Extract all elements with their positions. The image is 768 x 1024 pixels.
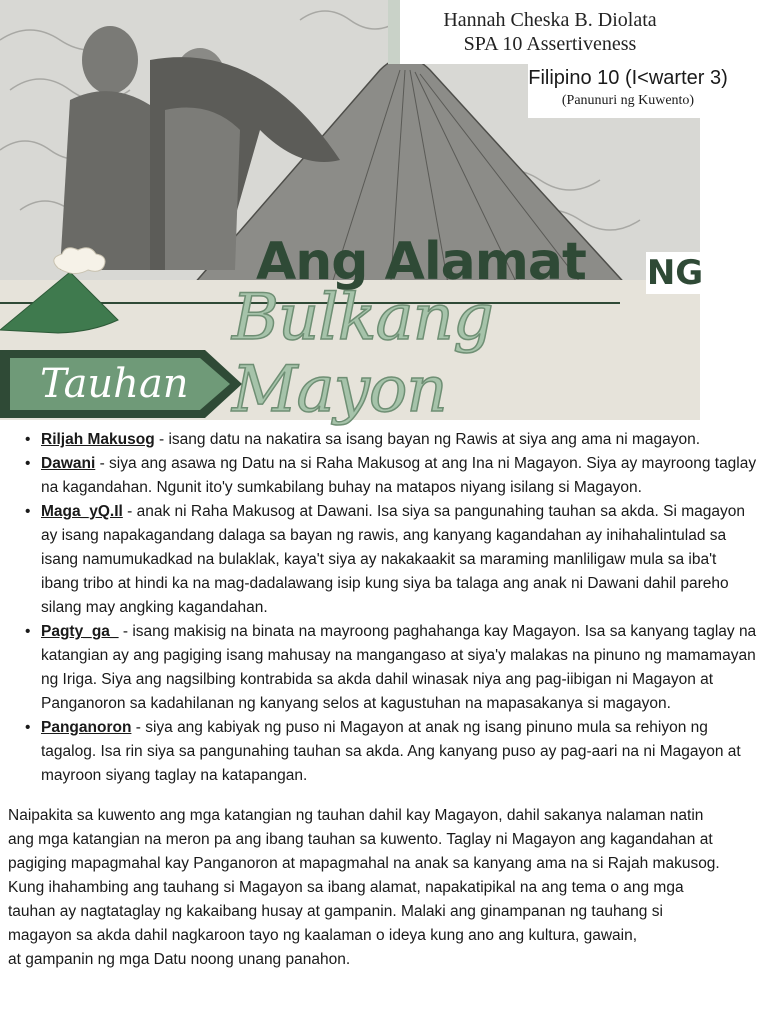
author-name: Hannah Cheska B. Diolata: [443, 9, 657, 31]
list-item: [41, 428, 758, 452]
title-ng: NG: [646, 253, 704, 293]
subject-box: [528, 64, 728, 118]
character-description: - siya ang kabiyak ng puso ni Magayon at anak ng isang pinuno mula sa rehiyon ng tagalog. Isa rin siya sa pangunahing tauhan sa akda. Ang kanyang puso ay pag-aari na ni Magayon at mayroon siyang taglay na katapangan.: [41, 719, 741, 784]
subject-subtitle: (Panunuri ng Kuwento): [561, 93, 695, 108]
main-content: [0, 428, 768, 972]
author-box: [388, 0, 700, 64]
paragraph-line: tauhan ay nagtataglay ng kakaibang husay at gampanin. Malaki ang ginampanan ng tauhang si: [8, 903, 663, 920]
character-name: Pagty_ga_: [41, 623, 119, 640]
character-description: - anak ni Raha Makusog at Dawani. Isa siya sa pangunahing tauhan sa akda. Si magayon ay isang napakagandang dalaga sa bayan ng rawis, ang kanyang kagandahan ay inihahalintulad sa isang namumukadkad na bulaklak, kaya't siya ay nakakaakit sa maraming manliligaw mula sa iba't ibang tribo at hindi ka na mag-dadalawang isip kung siya ba talaga ang anak ni Dawani dahil pareho silang may angking kagandahan.: [41, 503, 745, 616]
list-item: [41, 620, 758, 716]
character-description: - isang datu na nakatira sa isang bayan ng Rawis at siya ang ama ni magayon.: [154, 431, 701, 448]
paragraph-line: magayon sa akda dahil nagkaroon tayo ng kaalaman o ideya kung ano ang kultura, gawain,: [8, 927, 638, 944]
title-ang-alamat: Ang Alamat: [256, 232, 586, 292]
character-name: Dawani: [41, 455, 96, 472]
class-section: SPA 10 Assertiveness: [463, 33, 637, 55]
character-description: - siya ang asawa ng Datu na si Raha Makusog at ang Ina ni Magayon. Siya ay mayroong taglay na kagandahan. Ngunit ito'y sumkabilang buhay na matapos niyang isilang si Magayon.: [41, 455, 757, 496]
paragraph-line: Kung ihahambing ang tauhang si Magayon sa ibang alamat, napakatipikal na ang tema o ang mga: [8, 879, 684, 896]
character-list: [0, 428, 768, 788]
character-name: Panganoron: [41, 719, 132, 736]
character-name: Riljah Makusog: [41, 431, 155, 448]
paragraph-line: Naipakita sa kuwento ang mga katangian ng tauhan dahil kay Magayon, dahil sakanya nalaman natin: [8, 807, 704, 824]
character-name: Maga_yQ.Il: [41, 503, 123, 520]
analysis-paragraph: [8, 804, 760, 972]
list-item: [41, 716, 758, 788]
list-item: [41, 500, 758, 620]
character-description: - isang makisig na binata na mayroong paghahanga kay Magayon. Isa sa kanyang taglay na katangian ay ang pagiging isang mahusay na mangangaso at siya'y malakas na pinuno ng mamamayan ng Iriga. Siya ang nagsilbing kontrabida sa akda dahil winasak niya ang pag-iibigan ni Magayon at Panganoron sa kadahilanan ng kanyang selos at kagustuhan na mapasakanya si magayon.: [41, 623, 757, 712]
subject-title: Filipino 10 (I<warter 3): [528, 67, 728, 89]
list-item: [41, 452, 758, 500]
title-bulkang-mayon: Bulkang Mayon: [232, 281, 493, 427]
header-banner: [0, 0, 728, 427]
paragraph-line: at gampanin ng mga Datu noong unang panahon.: [8, 951, 351, 968]
paragraph-line: ang mga katangian na meron pa ang ibang tauhan sa kuwento. Taglay ni Magayon ang kagandahan at: [8, 831, 713, 848]
paragraph-line: pagiging mapagmahal kay Panganoron at mapagmahal na anak sa kanyang ama na si Rajah makusog.: [8, 855, 720, 872]
section-label-tauhan: Tauhan: [40, 361, 189, 407]
